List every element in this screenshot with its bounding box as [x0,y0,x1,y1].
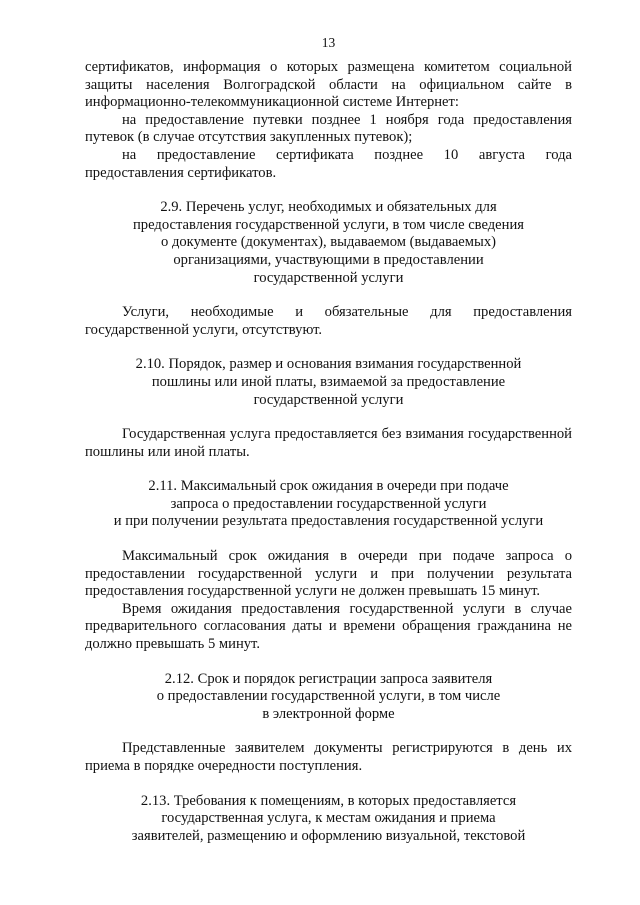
section-heading-2-11 [85,478,572,531]
heading-line: государственная услуга, к местам ожидания и приема [161,810,496,827]
heading-line: и при получении результата предоставления государственной услуги [113,513,544,530]
heading-line: 2.12. Срок и порядок регистрации запроса заявителя [164,670,493,687]
heading-line: заявителей, размещению и оформлению визуальной, текстовой [131,827,526,844]
heading-line: 2.9. Перечень услуг, необходимых и обязательных для [160,199,497,216]
paragraph-voucher-deadline: на предоставление путевки позднее 1 ноября года предоставления путевок (в случае отсутствия закупленных путевок); [85,111,572,146]
heading-line: организациями, участвующими в предоставлении [173,251,484,268]
heading-line: предоставления государственной услуги, в том числе сведения [133,216,524,233]
heading-line: 2.10. Порядок, размер и основания взимания государственной [135,356,522,373]
heading-line: запроса о предоставлении государственной услуги [170,495,487,512]
heading-line: 2.13. Требования к помещениям, в которых предоставляется [140,792,517,809]
heading-line: о документе (документах), выдаваемом (выдаваемых) [161,234,496,251]
heading-line: пошлины или иной платы, взимаемой за предоставление [151,373,506,390]
paragraph-wait-preagreed: Время ожидания предоставления государственной услуги в случае предварительного согласования даты и времени обращения гражданина не должно превышать 5 минут. [85,600,572,653]
paragraph-services-absent: Услуги, необходимые и обязательные для предоставления государственной услуги, отсутствуют. [85,304,572,338]
paragraph-registration: Представленные заявителем документы регистрируются в день их приема в порядке очередности поступления. [85,740,572,774]
heading-line: 2.11. Максимальный срок ожидания в очереди при подаче [148,478,509,495]
page-number: 13 [321,35,336,50]
heading-line: в электронной форме [262,705,395,722]
paragraph-max-wait: Максимальный срок ожидания в очереди при подаче запроса о предоставлении государственной услуги и при получении результата предоставления государственной услуги не должен превышать 15 минут. [85,548,572,600]
paragraph-certificates-info: сертификатов, информация о которых размещена комитетом социальной защиты населения Волгоградской области на официальном сайте в информационно-телекоммуникационной системе Интернет: [85,59,572,111]
heading-line: государственной услуги [253,269,404,286]
paragraph-certificate-deadline: на предоставление сертификата позднее 10 августа года предоставления сертификатов. [85,146,572,181]
section-heading-2-10 [85,356,572,409]
heading-line: о предоставлении государственной услуги, в том числе [156,688,501,705]
heading-line: государственной услуги [253,391,404,408]
section-heading-2-12 [85,671,572,724]
paragraph-no-fee: Государственная услуга предоставляется без взимания государственной пошлины или иной платы. [85,426,572,460]
section-heading-2-9 [85,199,572,287]
section-heading-2-13 [85,793,572,846]
